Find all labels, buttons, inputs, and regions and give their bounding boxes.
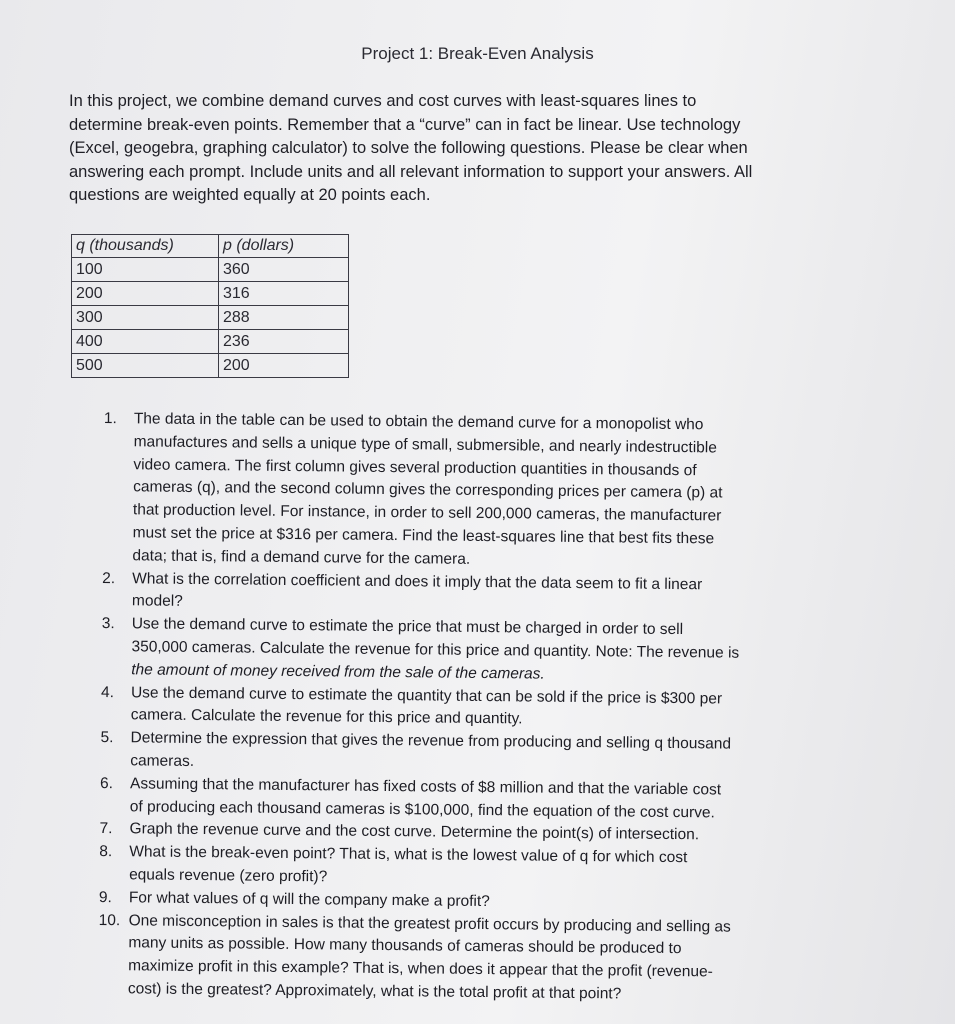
intro-line: (Excel, geogebra, graphing calculator) to solve the following questions. Please be clear when [69, 139, 748, 157]
question-number: 2. [102, 569, 116, 587]
table-row [72, 354, 349, 378]
cell-q: 500 [72, 354, 219, 378]
question-line: Determine the expression that gives the revenue from producing and selling q thousand [130, 729, 732, 753]
question-line: of producing each thousand cameras is $100,000, find the equation of the cost curve. [129, 797, 715, 821]
question-list [98, 408, 824, 1008]
question-line: video camera. The first column gives several production quantities in thousands of [133, 455, 697, 479]
question-line: many units as possible. How many thousands of cameras should be produced to [128, 934, 682, 958]
question-line: manufactures and sells a unique type of small, submersible, and nearly indestructible [133, 433, 718, 457]
question-number: 5. [100, 729, 114, 747]
question-text [131, 682, 723, 734]
table-row [72, 306, 349, 330]
question-line: What is the break-even point? That is, what is the lowest value of q for which cost [129, 843, 688, 867]
cell-q: 200 [72, 282, 219, 306]
question-item [98, 910, 819, 1009]
question-line: equals revenue (zero profit)? [129, 866, 328, 886]
question-item [102, 408, 824, 575]
cell-q: 400 [72, 330, 219, 354]
question-text [131, 613, 739, 688]
question-number: 4. [100, 683, 115, 701]
question-item [101, 682, 821, 735]
page-title: Project 1: Break-Even Analysis [361, 44, 594, 63]
question-text [132, 408, 723, 574]
question-number: 6. [99, 774, 114, 792]
question-line: maximize profit in this example? That is, when does it appear that the profit (revenue- [128, 957, 713, 981]
header-q: q (thousands) [72, 235, 219, 258]
question-line: For what values of q will the company make a profit? [128, 889, 490, 910]
question-line: camera. Calculate the revenue for this price and quantity. [130, 706, 523, 728]
question-text [128, 910, 731, 1007]
question-text [132, 568, 703, 620]
intro-line: answering each prompt. Include units and all relevant information to support your answers. All [69, 162, 753, 181]
question-number: 3. [101, 615, 115, 633]
header-p: p (dollars) [219, 235, 349, 258]
question-text [130, 773, 721, 825]
question-line: Use the demand curve to estimate the price that must be charged in order to sell [131, 615, 684, 639]
cell-q: 100 [72, 258, 219, 282]
question-line: model? [131, 592, 183, 611]
cell-p: 316 [219, 282, 349, 306]
question-line: that production level. For instance, in order to sell 200,000 cameras, the manufacturer [132, 501, 722, 525]
question-line: 350,000 cameras. Calculate the revenue for this price and quantity. Note: The revenue is [131, 638, 740, 662]
question-line: Graph the revenue curve and the cost curve. Determine the point(s) of intersection. [129, 820, 700, 844]
cell-p: 200 [219, 354, 349, 378]
cell-p: 360 [219, 258, 349, 282]
question-line: cameras (q), and the second column gives the corresponding prices per camera (p) at [133, 478, 723, 502]
intro-paragraph [69, 90, 829, 208]
question-line: The data in the table can be used to obtain the demand curve for a monopolist who [133, 410, 704, 434]
question-item [100, 727, 820, 780]
question-line: One misconception in sales is that the greatest profit occurs by producing and selling as [128, 911, 731, 936]
question-number: 8. [99, 843, 113, 861]
intro-line: determine break-even points. Remember that a “curve” can in fact be linear. Use technology [69, 115, 741, 134]
cell-p: 236 [219, 330, 349, 354]
table-row [72, 282, 349, 306]
question-number: 7. [99, 820, 113, 838]
question-number: 1. [103, 409, 117, 428]
question-item [99, 841, 819, 894]
question-item [101, 613, 822, 689]
question-line: the amount of money received from the sale of the cameras. [131, 661, 545, 683]
question-text [129, 841, 687, 892]
question-number: 10. [98, 911, 121, 929]
question-line: data; that is, find a demand curve for the camera. [132, 547, 471, 568]
table-row [72, 258, 349, 282]
question-text [130, 727, 731, 779]
question-line: Use the demand curve to estimate the quantity that can be sold if the price is $300 per [130, 683, 723, 708]
question-line: cost) is the greatest? Approximately, what is the total profit at that point? [127, 980, 622, 1003]
question-line: must set the price at $316 per camera. Find the least-squares line that best fits these [132, 524, 715, 548]
table-row [72, 330, 349, 354]
demand-data-table [71, 234, 349, 378]
intro-line: questions are weighted equally at 20 points each. [69, 186, 431, 204]
question-line: cameras. [130, 752, 195, 770]
question-line: Assuming that the manufacturer has fixed costs of $8 million and that the variable cost [129, 775, 722, 799]
cell-p: 288 [219, 306, 349, 330]
cell-q: 300 [72, 306, 219, 330]
question-item [100, 773, 820, 826]
question-line: What is the correlation coefficient and does it imply that the data seem to fit a linear [132, 569, 703, 593]
question-item [102, 568, 822, 621]
question-number: 9. [98, 888, 112, 906]
intro-line: In this project, we combine demand curves and cost curves with least-squares lines to [69, 92, 697, 110]
table-header-row [72, 235, 349, 258]
